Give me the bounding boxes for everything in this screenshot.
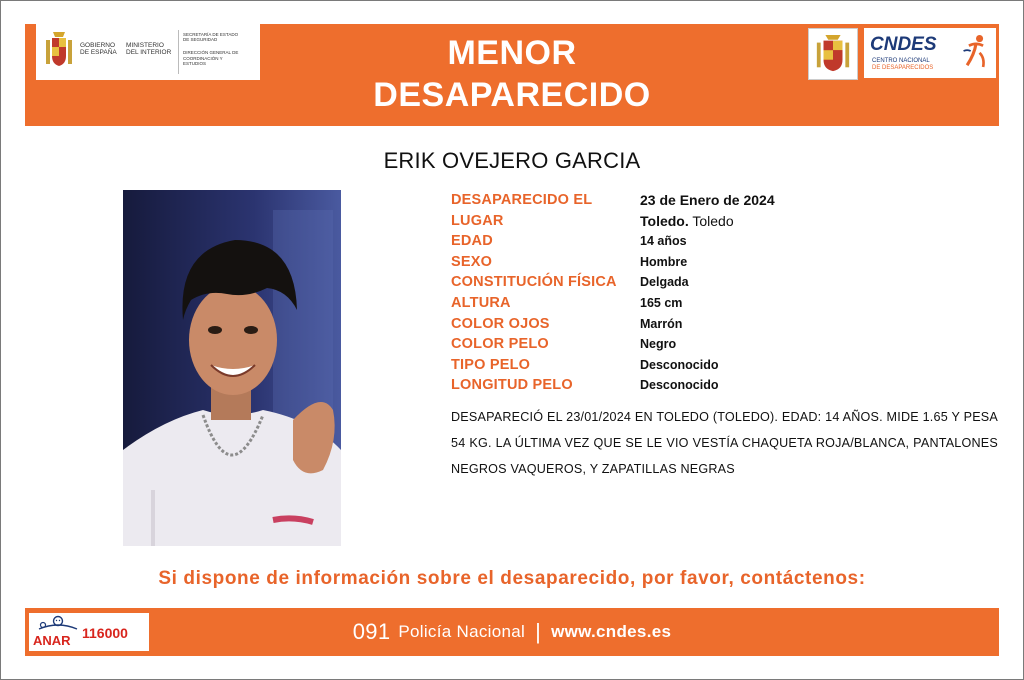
detail-value-lugar [640, 213, 734, 229]
direccion-text: DIRECCIÓN GENERAL DE COORDINACIÓN Y ESTUDIOS [183, 50, 239, 66]
detail-label: LUGAR [451, 212, 504, 229]
ministerio-text: MINISTERIO DEL INTERIOR [126, 42, 172, 56]
detail-value: 165 cm [640, 296, 683, 310]
page-title [315, 32, 709, 116]
detail-value: 14 años [640, 234, 687, 249]
cndes-sub-line-1: CENTRO NACIONAL [872, 58, 930, 64]
detail-value: Negro [640, 337, 677, 352]
cndes-sub-line-2: DE DESAPARECIDOS [872, 65, 934, 71]
royal-shield-icon [814, 33, 852, 75]
logo-divider [178, 30, 179, 74]
government-logo [36, 24, 260, 80]
detail-value: Desconocido [640, 378, 719, 393]
footer-separator: | [535, 619, 542, 644]
cndes-wordmark: CNDES [870, 34, 937, 55]
anar-children-icon [35, 615, 81, 633]
police-label: Policía Nacional [398, 622, 526, 641]
spain-coat-of-arms-icon [44, 30, 74, 70]
detail-label: LONGITUD PELO [451, 377, 573, 394]
anar-wordmark: ANAR [33, 633, 71, 648]
contact-prompt: Si dispone de información sobre el desaparecido, por favor, contáctenos: [158, 568, 866, 589]
anar-logo[interactable] [29, 613, 149, 651]
royal-shield-box [808, 28, 858, 80]
detail-value: Delgada [640, 275, 689, 290]
anar-phone-number[interactable]: 116000 [82, 625, 128, 641]
detail-value: Desconocido [640, 357, 719, 372]
missing-person-name: ERIK OVEJERO GARCIA [383, 148, 641, 173]
detail-label: ALTURA [451, 295, 511, 311]
police-number[interactable]: 091 [352, 619, 391, 644]
case-description: DESAPARECIÓ EL 23/01/2024 EN TOLEDO (TOLEDO). EDAD: 14 AÑOS. MIDE 1.65 Y PESA 54 KG. LA ÚLTIMA VEZ QUE SE LE VIO VESTÍA CHAQUETA ROJA/BLANCA, PANTALONES NEGROS VAQUEROS, Y ZAPATILLAS NEGRAS [451, 410, 998, 476]
footer-banner [25, 608, 999, 656]
detail-label: DESAPARECIDO EL [451, 192, 593, 208]
detail-value: 23 de Enero de 2024 [640, 192, 775, 208]
title-line-2: DESAPARECIDO [373, 76, 651, 114]
detail-label: COLOR OJOS [451, 315, 550, 332]
cndes-logo [808, 28, 1000, 80]
detail-value-province: Toledo [688, 212, 734, 229]
header-banner [25, 24, 999, 126]
detail-label: TIPO PELO [451, 356, 531, 373]
secretaria-text: SECRETARÍA DE ESTADO DE SEGURIDAD [183, 32, 239, 43]
running-figure-icon [960, 32, 992, 70]
person-photo-illustration [123, 190, 341, 546]
footer-contact-line [25, 608, 999, 656]
detail-label: CONSTITUCIÓN FÍSICA [451, 274, 617, 291]
detail-label: COLOR PELO [451, 336, 549, 353]
gobierno-text: GOBIERNO DE ESPAÑA [80, 42, 117, 56]
detail-value: Hombre [640, 254, 688, 269]
title-line-1: MENOR [447, 34, 577, 72]
detail-value-city: Toledo. [640, 212, 689, 229]
missing-person-photo [123, 190, 341, 546]
cndes-box [864, 28, 996, 78]
detail-label: EDAD [451, 233, 493, 250]
detail-value: Marrón [640, 316, 683, 331]
website-link[interactable]: www.cndes.es [551, 622, 672, 641]
secretaria-block [183, 24, 243, 80]
detail-label: SEXO [451, 253, 493, 270]
cndes-subtitle [872, 58, 933, 72]
